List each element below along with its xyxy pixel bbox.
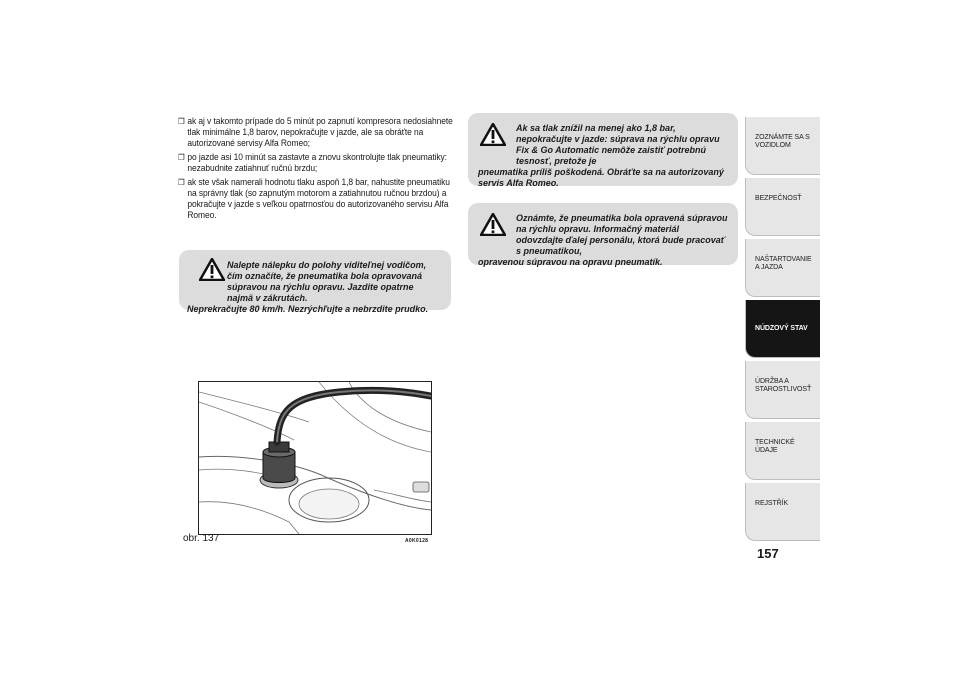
checkbox-bullet-icon: ❐ bbox=[178, 153, 185, 162]
list-item: ❐ ak aj v takomto prípade do 5 minút po zapnutí kompresora nedosiahnete tlak minimálne 1,8 barov, nepokračujte v jazde, ale sa obráťte na autorizované servisy Alfa Romeo; bbox=[178, 116, 453, 148]
checkbox-bullet-icon: ❐ bbox=[178, 178, 185, 187]
warning-box-pressure bbox=[468, 113, 738, 186]
warning-text-lead: Nalepte nálepku do polohy viditeľnej vodičom, čím označíte, že pneumatika bola opravovaná súpravou na rýchlu opravu. Jazdite opatrne najmä v zákrutách. bbox=[227, 260, 427, 303]
page-number: 157 bbox=[757, 546, 779, 561]
warning-box-sticker bbox=[179, 250, 451, 314]
warning-text-lead: Oznámte, že pneumatika bola opravená súpravou na rýchlu opravu. Informačný materiál odovzdajte ďalej personálu, ktorá bude pracovať s pneumatikou, bbox=[516, 213, 728, 256]
warning-text: pneumatika príliš poškodená. Obráťte sa na autorizovaný servis Alfa Romeo. bbox=[478, 167, 724, 188]
figure-compressor-plug bbox=[198, 381, 432, 535]
tab-bezpecnost[interactable]: BEZPEČNOSŤ bbox=[745, 178, 820, 236]
checkbox-bullet-icon: ❐ bbox=[178, 117, 185, 126]
warning-text: Neprekračujte 80 km/h. Nezrýchľujte a nebrzdite prudko. bbox=[187, 304, 429, 314]
compressor-plug-illustration bbox=[199, 382, 431, 534]
warning-triangle-icon bbox=[480, 123, 506, 146]
tab-technicke-udaje[interactable]: TECHNICKÉ ÚDAJE bbox=[745, 422, 820, 480]
warning-triangle-icon bbox=[199, 258, 225, 281]
chapter-tabs bbox=[745, 117, 820, 544]
warning-text-lead: Ak sa tlak znížil na menej ako 1,8 bar, nepokračujte v jazde: súprava na rýchlu opravu Fix & Go Automatic nemôže zaistiť potrebnú tesnosť, pretože je bbox=[516, 123, 720, 166]
bullet-list bbox=[178, 116, 452, 221]
list-item: ❐ po jazde asi 10 minút sa zastavte a znovu skontrolujte tlak pneumatiky: nezabudnite zatiahnuť ručnú brzdu; bbox=[178, 152, 447, 173]
instruction-column bbox=[178, 116, 452, 224]
list-item: ❐ ak ste však namerali hodnotu tlaku aspoň 1,8 bar, nahustite pneumatiku na správny tlak (so zapnutým motorom a zatiahnutou ručnou brzdou) a pokračujte v jazde s veľkou opatrnosťou do autorizovaného servisu Alfa Romeo. bbox=[178, 177, 450, 220]
tab-zoznamte[interactable]: ZOZNÁMTE SA S VOZIDLOM bbox=[745, 117, 820, 175]
tab-nudzovy-stav[interactable]: NÚDZOVÝ STAV bbox=[745, 300, 820, 358]
figure-code: A0K0128 bbox=[405, 538, 429, 544]
warning-text: opravenou súpravou na opravu pneumatík. bbox=[478, 257, 663, 267]
tab-udrzba[interactable]: ÚDRŽBA A STAROSTLIVOSŤ bbox=[745, 361, 820, 419]
warning-triangle-icon bbox=[480, 213, 506, 236]
tab-nastartovanie[interactable]: NAŠTARTOVANIE A JAZDA bbox=[745, 239, 820, 297]
figure-caption: obr. 137 bbox=[183, 533, 220, 544]
warning-box-inform bbox=[468, 203, 738, 265]
tab-rejstrik[interactable]: REJSTŘÍK bbox=[745, 483, 820, 541]
